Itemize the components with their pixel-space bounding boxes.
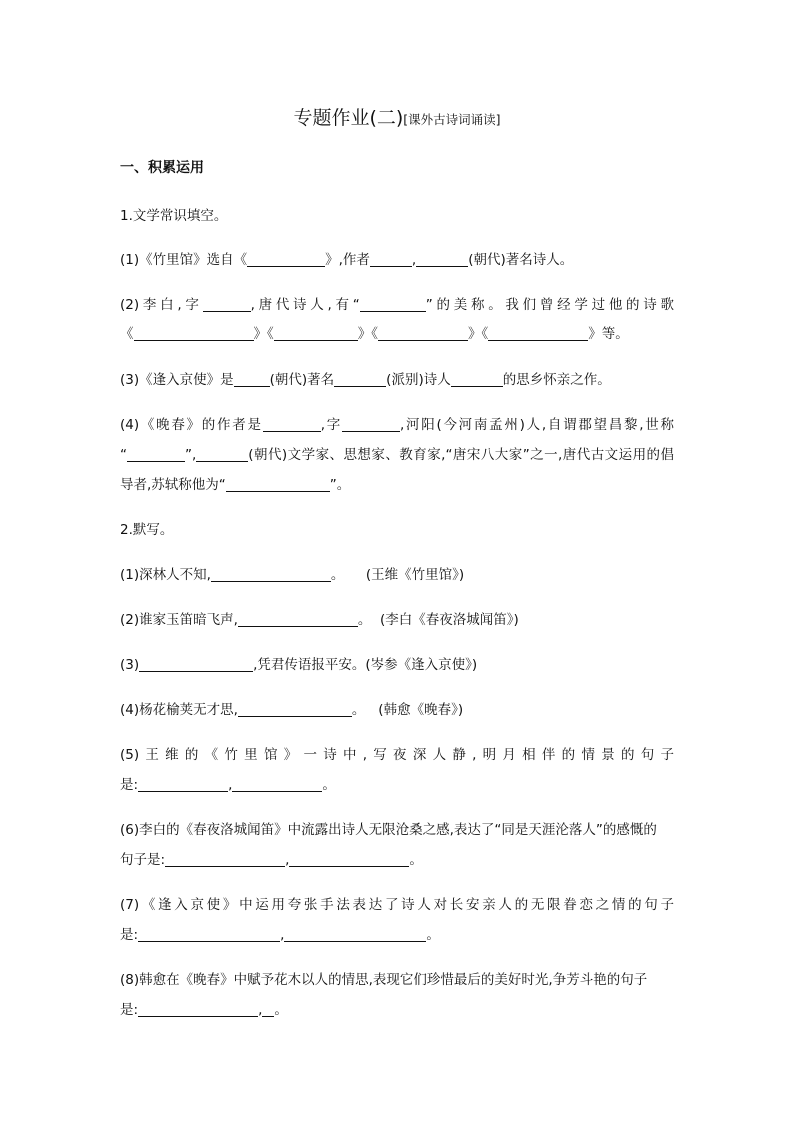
answer-blank[interactable] [416,252,468,267]
q1-item-3: (3)《逢入京使》是 (朝代)著名 (派别)诗人 的思乡怀亲之作。 [120,372,611,388]
q2-item-8-line-1: (8)韩愈在《晚春》中赋予花木以人的情思,表现它们珍惜最后的美好时光,争芳斗艳的句子 [120,972,648,988]
answer-blank[interactable] [451,372,503,387]
page-title [0,103,794,130]
q2-item-6-line-1: (6)李白的《春夜洛城闻笛》中流露出诗人无限沧桑之感,表达了“同是天涯沦落人”的感慨的 [120,822,657,838]
q1-item-2-line-2: 《 》《 》《 》《 》等。 [120,326,629,342]
answer-blank[interactable] [262,1002,274,1017]
q2-item-5-line-1: (5)王维的《竹里馆》一诗中,写夜深人静,明月相伴的情景的句子 [120,747,674,763]
answer-blank[interactable] [196,447,248,462]
q2-item-4: (4)杨花榆荚无才思, 。 (韩愈《晚春》) [120,702,464,718]
answer-blank[interactable] [134,326,254,341]
section-heading: 一、积累运用 [120,160,204,176]
q2-item-6-line-2: 句子是: , 。 [120,852,423,868]
answer-blank[interactable] [127,447,185,462]
q2-item-5-line-2: 是: , 。 [120,777,336,793]
q1-item-2-line-1: (2)李白,字 ,唐代诗人,有“ ”的美称。我们曾经学过他的诗歌 [120,297,675,313]
answer-blank[interactable] [203,297,251,312]
answer-blank[interactable] [211,567,331,582]
answer-blank[interactable] [284,927,426,942]
answer-blank[interactable] [360,297,426,312]
q1-item-4-line-1: (4)《晚春》的作者是 ,字 ,河阳(今河南孟州)人,自谓郡望昌黎,世称 [120,417,674,433]
answer-blank[interactable] [488,326,588,341]
answer-blank[interactable] [370,252,412,267]
title-main: 专题作业(二) [293,107,404,129]
q2-item-7-line-2: 是: , 。 [120,927,440,943]
q1-item-4-line-2: “ ”, (朝代)文学家、思想家、教育家,“唐宋八大家”之一,唐代古文运用的倡 [120,447,674,463]
answer-blank[interactable] [238,702,352,717]
answer-blank[interactable] [342,417,400,432]
answer-blank[interactable] [289,852,409,867]
answer-blank[interactable] [234,372,270,387]
q2-item-2: (2)谁家玉笛暗飞声, 。 (李白《春夜洛城闻笛》) [120,612,519,628]
title-sub: [课外古诗词诵读] [403,112,501,127]
answer-blank[interactable] [238,612,358,627]
answer-blank[interactable] [274,326,358,341]
answer-blank[interactable] [139,657,253,672]
question-2-heading: 2.默写。 [120,522,174,538]
answer-blank[interactable] [232,777,322,792]
q2-item-1: (1)深林人不知, 。 (王维《竹里馆》) [120,567,465,583]
answer-blank[interactable] [334,372,386,387]
answer-blank[interactable] [247,252,325,267]
q2-item-7-line-1: (7)《逢入京使》中运用夸张手法表达了诗人对长安亲人的无限眷恋之情的句子 [120,897,674,913]
answer-blank[interactable] [138,1002,258,1017]
answer-blank[interactable] [138,927,280,942]
q1-item-4-line-3: 导者,苏轼称他为“ ”。 [120,477,351,493]
answer-blank[interactable] [378,326,468,341]
answer-blank[interactable] [263,417,321,432]
q2-item-8-line-2: 是: , 。 [120,1002,288,1018]
question-1-heading: 1.文学常识填空。 [120,208,228,224]
answer-blank[interactable] [165,852,285,867]
q1-item-1: (1)《竹里馆》选自《 》,作者 , (朝代)著名诗人。 [120,252,574,268]
q2-item-3: (3) ,凭君传语报平安。(岑参《逢入京使》) [120,657,478,673]
answer-blank[interactable] [226,477,330,492]
answer-blank[interactable] [138,777,228,792]
